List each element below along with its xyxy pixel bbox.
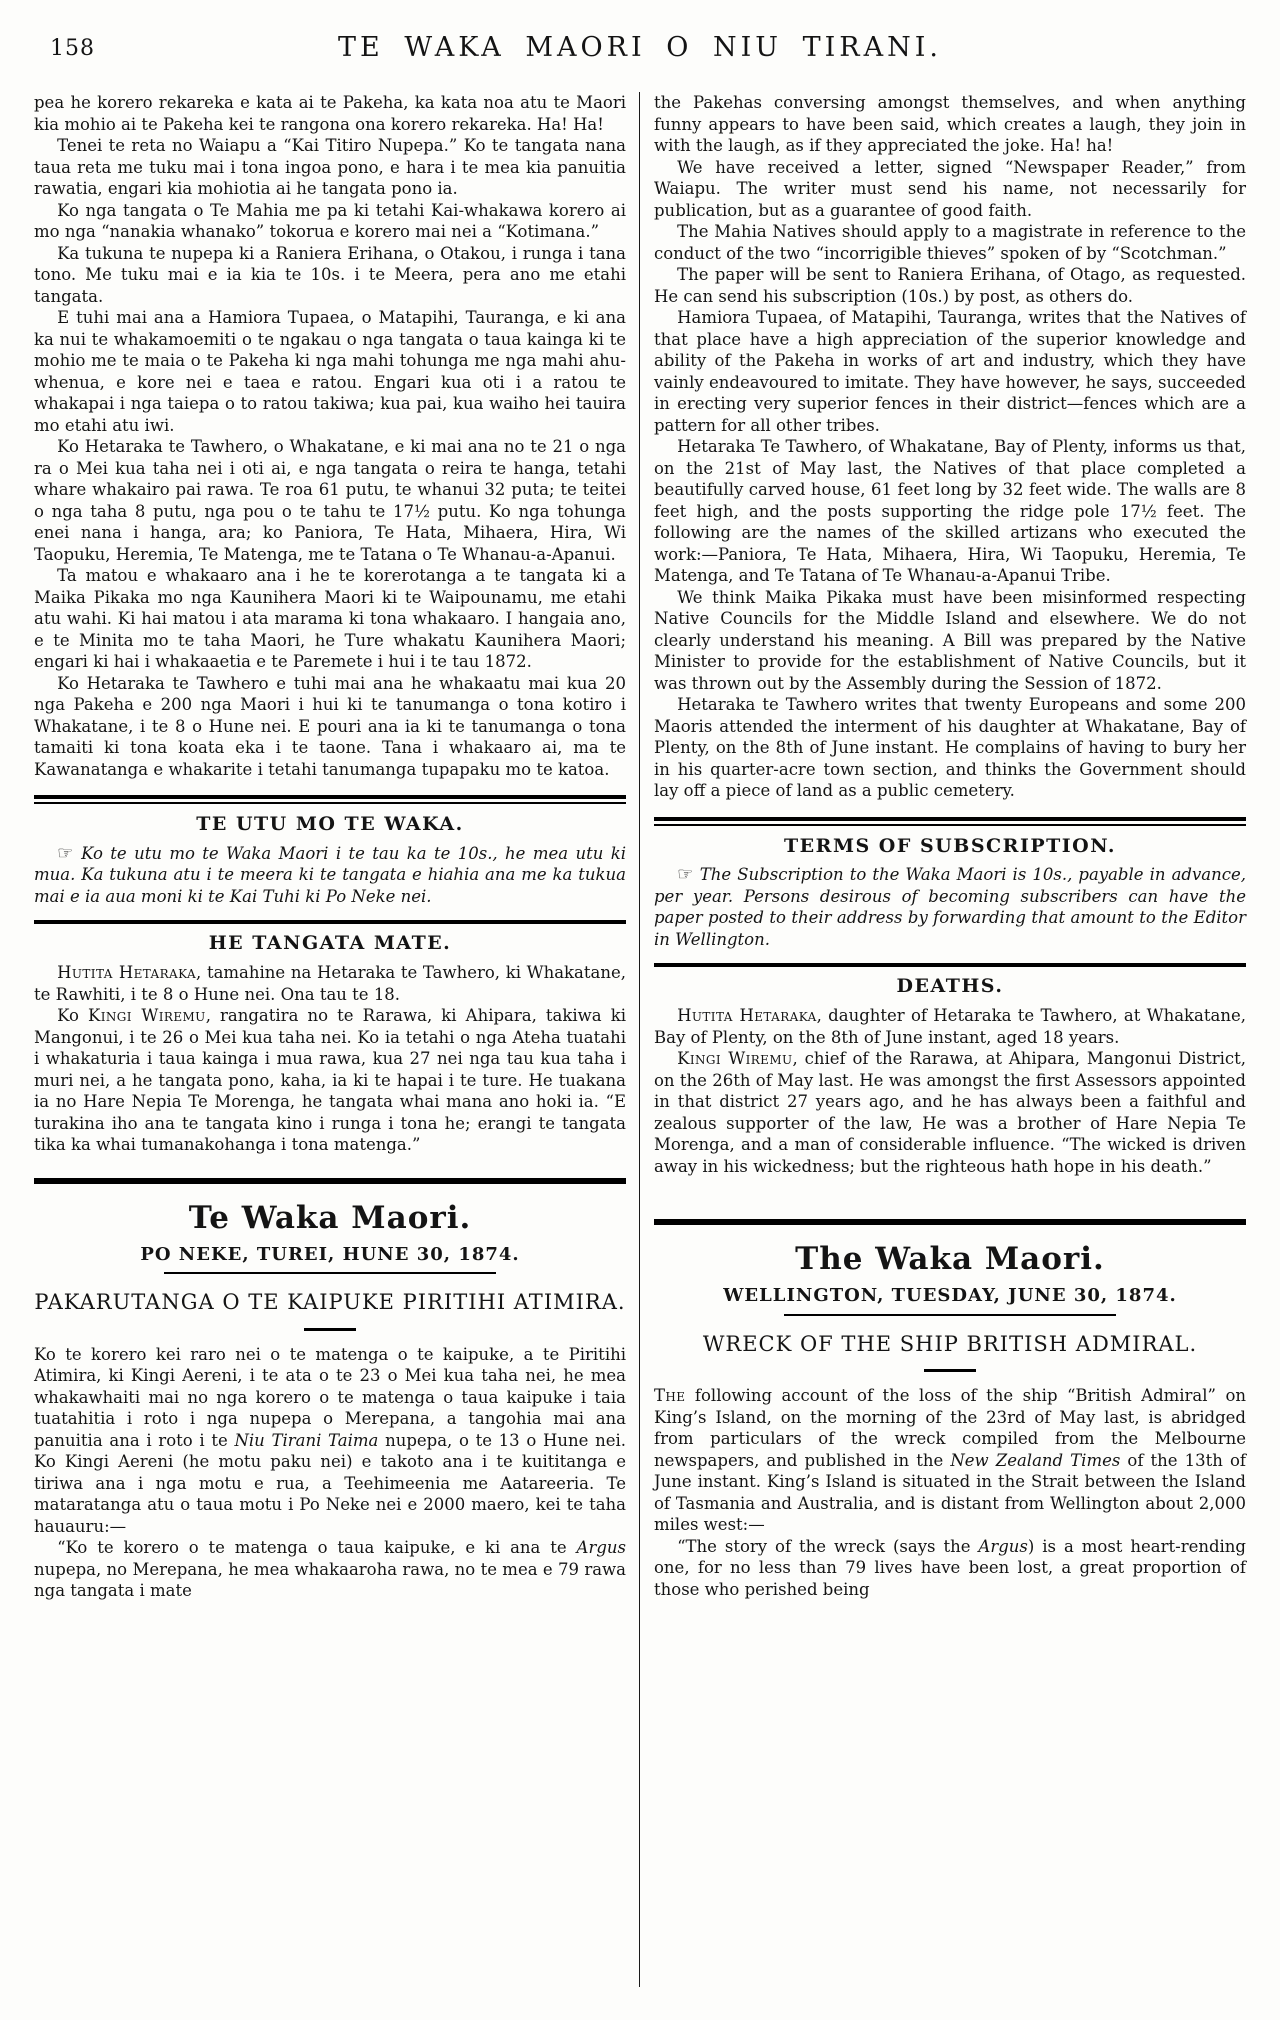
note-paragraph: The Mahia Natives should apply to a magistrate in reference to the conduct of the two “incorrigible thieves” spoken of by “Scotchman.”: [654, 222, 1246, 263]
masthead-title-english: The Waka Maori.: [795, 1241, 1105, 1277]
note-paragraph: We think Maika Pikaka must have been misinformed respecting Native Councils for the Middle Island and elsewhere. We do not clearly understand his meaning. A Bill was prepared by the Native Minister to provide for the establishment of Native Councils, but it was thrown out by the Assembly during the Session of 1872.: [654, 587, 1246, 693]
maori-column: [34, 92, 639, 1987]
death-entry: Hutita Hetaraka, daughter of Hetaraka te Tawhero, at Whakatane, Bay of Plenty, on the 8th of June instant, aged 18 years.: [654, 1006, 1246, 1047]
note-paragraph: Hamiora Tupaea, of Matapihi, Tauranga, writes that the Natives of that place have a high appreciation of the superior knowledge and ability of the Pakeha in works of art and industry, which they have vainly endeavoured to imitate. They have however, he says, succeeded in erecting very superior fences in their district—fences which are a pattern for all other tribes.: [654, 308, 1246, 435]
article-paragraph: The following account of the loss of the ship “British Admiral” on King’s Island, on the morning of the 23rd of May last, is abridged from particulars of the wreck compiled from the Melbourne newspapers, and published in the New Zealand Times of the 13th of June instant. King’s Island is situated in the Strait between the Island of Tasmania and Australia, and is distant from Wellington about 2,000 miles west:—: [654, 1386, 1246, 1535]
note-paragraph: Ka tukuna te nupepa ki a Raniera Erihana, o Otakou, i runga i tana tono. Me tuku mai e ia kia te 10s. i te Meera, pera ano me etahi tangata.: [34, 243, 626, 306]
subscription-note-english: ☞ The Subscription to the Waka Maori is 10s., payable in advance, per year. Persons desirous of becoming subscribers can have the paper posted to their address by forwarding that amount to the Editor in Wellington.: [654, 864, 1247, 949]
subscription-note-maori: ☞ Ko te utu mo te Waka Maori i te tau ka te 10s., he mea utu ki mua. Ka tukuna atu i te meera ki te tangata e hiahia ana me ka tukua mai e ia aua moni ki te Kai Tuhi ki Po Neke nei.: [34, 842, 626, 906]
deaths-heading-maori: HE TANGATA MATE.: [208, 932, 452, 955]
headline-rule: [304, 1328, 356, 1331]
death-entry: Kingi Wiremu, chief of the Rarawa, at Ahipara, Mangonui District, on the 26th of May last. He was amongst the first Assessors appointed in that district 27 years ago, and he has always been a faithful and zealous supporter of the law, He was a brother of Hare Nepia Te Morenga, and a man of considerable influence. “The wicked is driven away in his wickedness; but the righteous hath hope in his death.”: [654, 1049, 1246, 1176]
note-paragraph: pea he korero rekareka e kata ai te Pakeha, ka kata noa atu te Maori kia mohio ai te Pakeha kei te rangona ona korero rekareka. Ha! Ha!: [34, 93, 626, 134]
death-entry: Hutita Hetaraka, tamahine na Hetaraka te Tawhero, ki Whakatane, te Rawhiti, i te 8 o Hune nei. Ona tau te 18.: [34, 963, 626, 1004]
dateline-rule: [164, 1272, 496, 1274]
double-rule-divider: [34, 795, 626, 804]
masthead-dateline-english: WELLINGTON, TUESDAY, JUNE 30, 1874.: [723, 1285, 1177, 1307]
article-headline-english: WRECK OF THE SHIP BRITISH ADMIRAL.: [702, 1331, 1198, 1356]
dateline-rule: [784, 1314, 1116, 1316]
page-header: [34, 28, 1246, 80]
note-paragraph: the Pakehas conversing amongst themselves, and when anything funny appears to have been said, which creates a laugh, they join in with the laugh, as if they appreciated the joke. Ha! ha!: [654, 93, 1246, 155]
deaths-heading-english: DEATHS.: [896, 975, 1004, 998]
note-paragraph: We have received a letter, signed “Newspaper Reader,” from Waiapu. The writer must send his name, not necessarily for publication, but as a guarantee of good faith.: [654, 157, 1246, 220]
english-column: [639, 92, 1246, 1987]
thick-rule-divider: [654, 963, 1246, 967]
two-column-body: [34, 92, 1246, 1987]
heavy-rule-divider: [654, 1219, 1246, 1225]
masthead-dateline-maori: PO NEKE, TUREI, HUNE 30, 1874.: [140, 1243, 520, 1265]
masthead-title-maori: Te Waka Maori.: [188, 1199, 472, 1236]
masthead-maori: [34, 1200, 626, 1275]
masthead-english: [654, 1241, 1246, 1316]
article-headline-maori: PAKARUTANGA O TE KAIPUKE PIRITIHI ATIMIRA.: [34, 1290, 626, 1315]
subscription-heading-english: TERMS OF SUBSCRIPTION.: [784, 834, 1116, 857]
note-paragraph: Hetaraka te Tawhero writes that twenty Europeans and some 200 Maoris attended the interment of his daughter at Whakatane, Bay of Plenty, on the 8th of June instant. He complains of having to bury her in his quarter-acre town section, and thinks the Government should lay off a piece of land as a public cemetery.: [654, 695, 1246, 800]
note-paragraph: Ko Hetaraka te Tawhero, o Whakatane, e ki mai ana no te 21 o nga ra o Mei kua taha nei i oti ai, e nga tangata o reira te hanga, tetahi whare whakairo pai rawa. Te roa 61 putu, te whanui 32 puta; te teitei o nga taha 8 putu, nga pou o te tahu te 17½ putu. Ko nga tohunga enei nana i hanga, ara; ko Paniora, Te Hata, Mihaera, Hira, Wi Taopuku, Heremia, Te Matenga, me te Tatana o Te Whanau-a-Apanui.: [34, 437, 626, 564]
article-paragraph: “Ko te korero o te matenga o taua kaipuke, e ki ana te Argus nupepa, no Merepana, he mea whakaaroha rawa, no te mea e 79 rawa nga tangata i mate: [34, 1538, 626, 1601]
article-paragraph: Ko te korero kei raro nei o te matenga o te kaipuke, a te Piritihi Atimira, ki Kingi Aereni, i te ata o te 23 o Mei kua taha nei, he mea whakawhaiti mai no nga korero o te matenga o taua kaipuke i taia tuatahitia i roto i nga nupepa o Merepana, a tangohia mai ana panuitia ana i roto i te Niu Tirani Taima nupepa, o te 13 o Hune nei. Ko Kingi Aereni (he motu paku nei) e takoto ana i te kuititanga e tiriwa ana i nga motu e rua, a Teehimeenia me Aatareeria. Te mataratanga atu o taua motu i Po Neke nei e 2000 maero, kei te taha hauauru:—: [34, 1344, 626, 1536]
page-number: 158: [50, 36, 95, 61]
note-paragraph: Ta matou e whakaaro ana i he te korerotanga a te tangata ki a Maika Pikaka mo nga Kaunihera Maori ki te Waipounamu, me etahi atu wahi. Ki hai matou i ata marama ki tona whakaaro. I hangaia ano, e te Minita mo te taha Maori, he Ture whakatu Kaunihera Maori; engari ki hai i whakaaetia e te Paremete i hui i te tau 1872.: [34, 566, 626, 671]
note-paragraph: The paper will be sent to Raniera Erihana, of Otago, as requested. He can send his subscription (10s.) by post, as others do.: [654, 265, 1246, 306]
note-paragraph: Hetaraka Te Tawhero, of Whakatane, Bay of Plenty, informs us that, on the 21st of May last, the Natives of that place completed a beautifully carved house, 61 feet long by 32 feet wide. The walls are 8 feet high, and the posts supporting the ridge pole 17½ feet. The following are the names of the skilled artizans who executed the work:—Paniora, Te Hata, Mihaera, Hira, Wi Taopuku, Heremia, Te Matenga, and Te Tatana of Te Whanau-a-Apanui Tribe.: [654, 437, 1246, 585]
headline-rule: [924, 1369, 976, 1372]
thick-rule-divider: [34, 920, 626, 924]
heavy-rule-divider: [34, 1178, 626, 1184]
note-paragraph: Ko nga tangata o Te Mahia me pa ki tetahi Kai-whakawa korero ai mo nga “nanakia whanako” tokorua e korero mai nei a “Kotimana.”: [34, 200, 626, 241]
death-entry: Ko Kingi Wiremu, rangatira no te Rarawa, ki Ahipara, takiwa ki Mangonui, i te 26 o Mei kua taha nei. Ko ia tetahi o nga Ateha tuatahi i whakaturia i taua kainga i mua rawa, kua 27 nei nga tau kua taha i muri nei, a he tangata pono, kaha, ia ki te hapai i te ture. He tuakana ia no Hare Nepia Te Morenga, he tangata whai mana ano hoki ia. “E turakina iho ana te tangata kino i runga i tona he; erangi te tangata tika ka whai tumanakohanga i tona matenga.”: [34, 1006, 626, 1154]
double-rule-divider: [654, 817, 1246, 826]
note-paragraph: E tuhi mai ana a Hamiora Tupaea, o Matapihi, Tauranga, e ki ana ka nui te whakamoemiti o te ngakau o nga tangata o taua kainga ki te mohio me te maia o te Pakeha ki nga mahi tohunga me nga mahi ahu-whenua, e kore nei e taea e ratou. Engari kua oti i a ratou te whakapai i nga taiepa o to ratou takiwa; kua pai, kua waiho hei tauira mo etahi atu iwi.: [34, 308, 626, 435]
note-paragraph: Tenei te reta no Waiapu a “Kai Titiro Nupepa.” Ko te tangata nana taua reta me tuku mai i tona ingoa pono, e hara i te mea kia panuitia rawatia, engari kia mohiotia ai he tangata pono ia.: [34, 136, 626, 198]
subscription-heading-maori: TE UTU MO TE WAKA.: [196, 813, 464, 835]
note-paragraph: Ko Hetaraka te Tawhero e tuhi mai ana he whakaatu mai kua 20 nga Pakeha e 200 nga Maori i hui ki te tanumanga o tona kotiro i Whakatane, i te 8 o Hune nei. E pouri ana ia ki te tanumanga o tona tamaiti ki tona koata eka i te taone. Tana i whakaaro ai, ma te Kawanatanga e whakarite i tetahi tanumanga tupapaku mo te katoa.: [34, 673, 626, 779]
article-paragraph: “The story of the wreck (says the Argus) is a most heart-rending one, for no less than 79 lives have been lost, a great proportion of those who perished being: [654, 1536, 1246, 1599]
paper-title: TE WAKA MAORI O NIU TIRANI.: [338, 32, 942, 63]
